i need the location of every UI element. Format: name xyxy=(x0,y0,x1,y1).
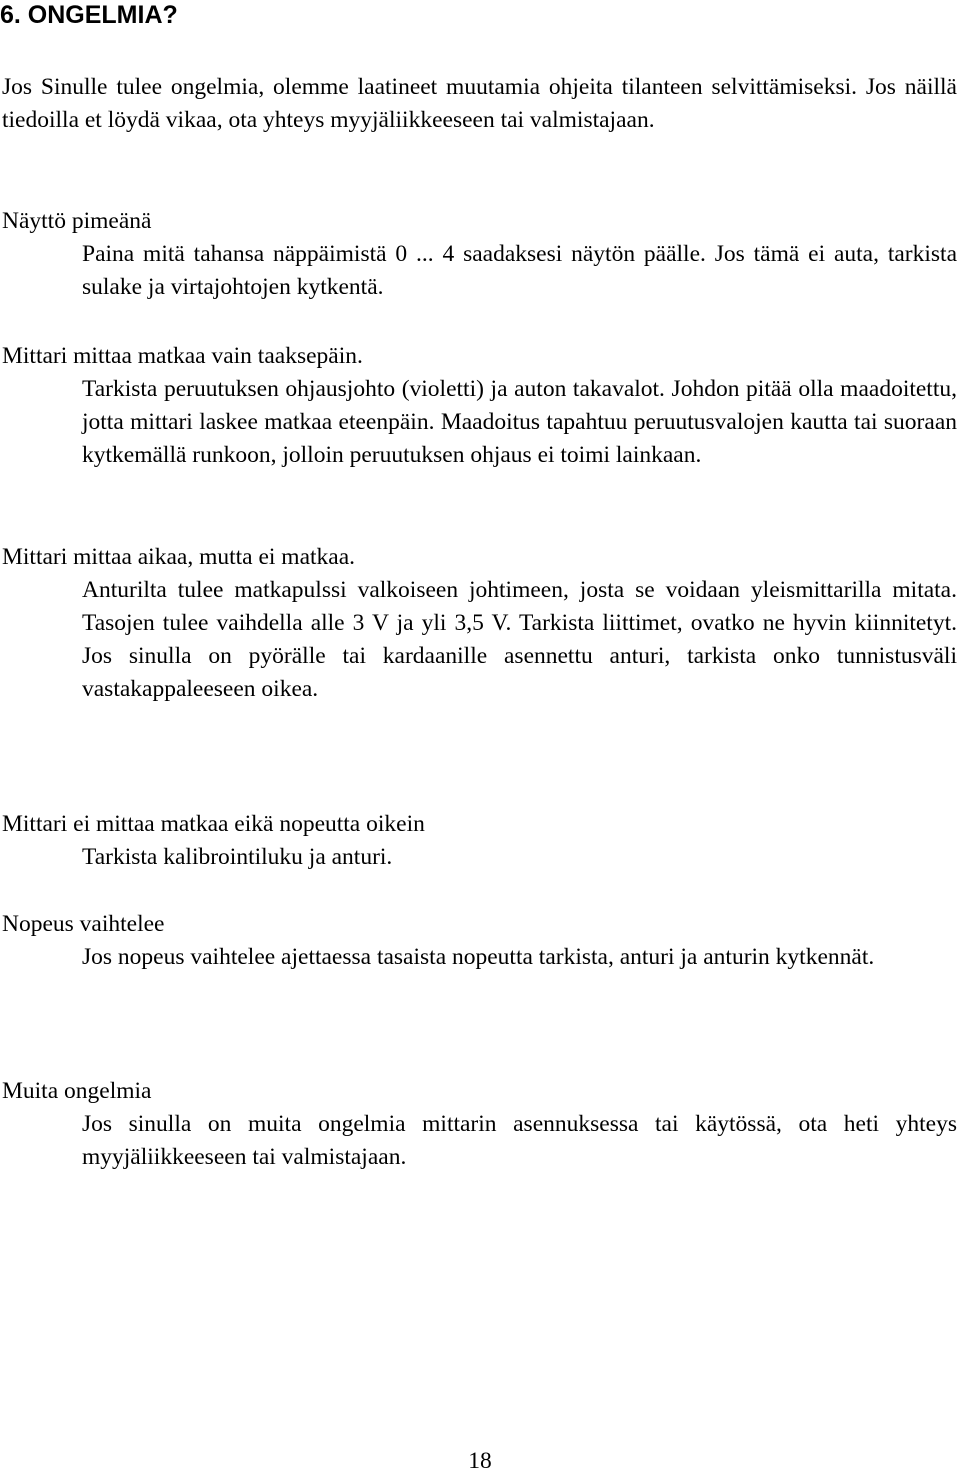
problem-title-display-dark: Näyttö pimeänä xyxy=(2,208,152,234)
problem-body-time-no-distance: Anturilta tulee matkapulssi valkoiseen johtimeen, josta se voidaan yleismittarilla mitata. Tasojen tulee vaihdella alle 3 V ja yli 3,5 V. Tarkista liittimet, ovatko ne hyvin kiinnitetyt. Jos sinulla on pyörälle tai kardaanille asennettu anturi, tarkista onko tunnistusväli vastakappaleeseen oikea. xyxy=(82,577,957,702)
problem-body-display-dark: Paina mitä tahansa näppäimistä 0 ... 4 saadaksesi näytön päälle. Jos tämä ei auta, tarkista sulake ja virtajohtojen kytkentä. xyxy=(82,241,957,300)
section-heading: 6. ONGELMIA? xyxy=(0,1,178,29)
problem-body-other: Jos sinulla on muita ongelmia mittarin asennuksessa tai käytössä, ota heti yhteys myyjäliikkeeseen tai valmistajaan. xyxy=(82,1111,957,1170)
intro-paragraph: Jos Sinulle tulee ongelmia, olemme laatineet muutamia ohjeita tilanteen selvittämiseksi. Jos näillä tiedoilla et löydä vikaa, ota yhteys myyjäliikkeeseen tai valmistajaan. xyxy=(2,74,957,133)
problem-title-inaccurate: Mittari ei mittaa matkaa eikä nopeutta oikein xyxy=(2,811,425,837)
problem-title-reverse-distance: Mittari mittaa matkaa vain taaksepäin. xyxy=(2,343,363,369)
problem-title-speed-varies: Nopeus vaihtelee xyxy=(2,911,165,937)
problem-title-other: Muita ongelmia xyxy=(2,1078,152,1104)
problem-body-reverse-distance: Tarkista peruutuksen ohjausjohto (violetti) ja auton takavalot. Johdon pitää olla maadoitettu, jotta mittari laskee matkaa eteenpäin. Maadoitus tapahtuu peruutusvalojen kautta tai suoraan kytkemällä runkoon, jolloin peruutuksen ohjaus ei toimi lainkaan. xyxy=(82,376,957,468)
page-number: 18 xyxy=(468,1448,492,1474)
problem-body-speed-varies: Jos nopeus vaihtelee ajettaessa tasaista nopeutta tarkista, anturi ja anturin kytkennät. xyxy=(82,944,875,970)
problem-body-inaccurate: Tarkista kalibrointiluku ja anturi. xyxy=(82,844,393,870)
problem-title-time-no-distance: Mittari mittaa aikaa, mutta ei matkaa. xyxy=(2,544,356,570)
